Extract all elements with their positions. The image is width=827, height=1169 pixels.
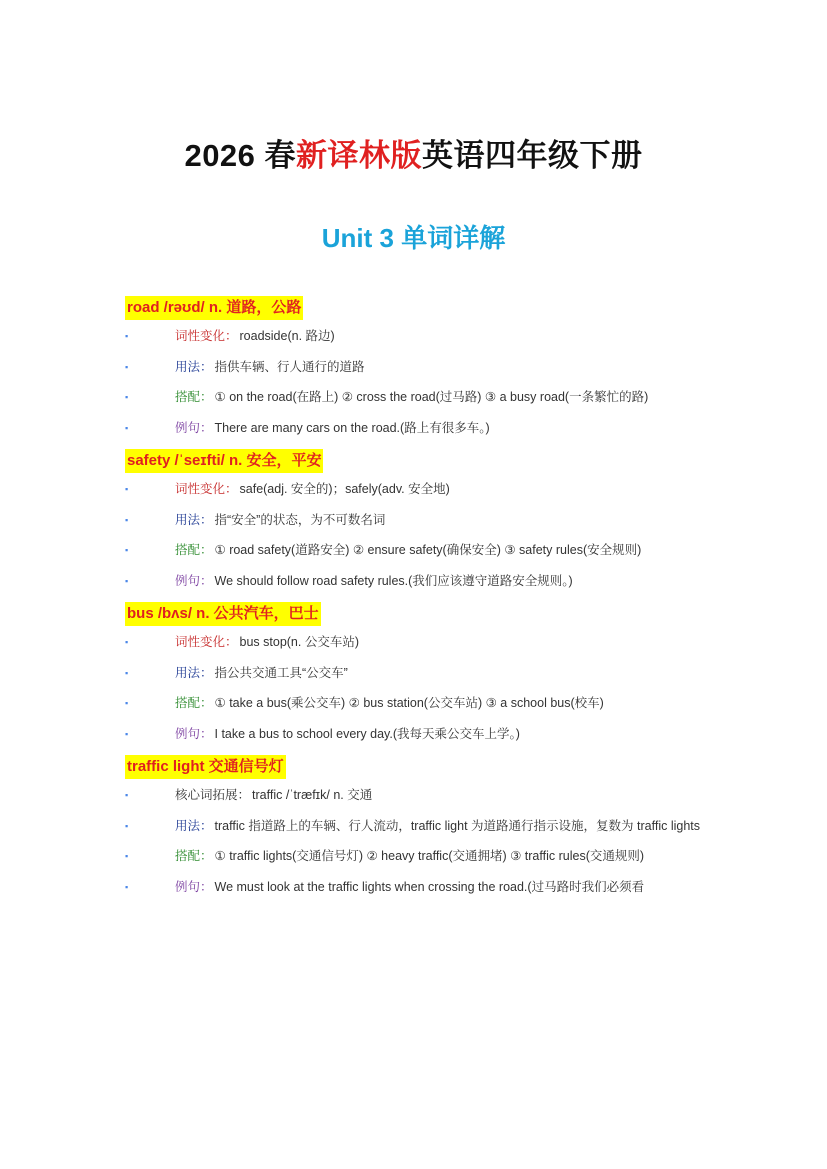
list-item — [125, 784, 705, 807]
item-label: 例句： — [175, 726, 213, 741]
item-text: ① traffic lights(交通信号灯) ② heavy traffic(交通拥堵) ③ traffic rules(交通规则) — [214, 849, 645, 863]
item-label: 搭配： — [175, 543, 213, 557]
item-label: 用法： — [175, 512, 213, 527]
bullet-icon: ▪ — [125, 881, 129, 892]
list-item — [125, 325, 705, 348]
word-headword: safety /ˈseɪfti/ n. 安全，平安 — [125, 449, 323, 473]
item-text: I take a bus to school every day.(我每天乘公交车上学。) — [214, 726, 520, 741]
item-text: 指“安全”的状态，为不可数名词 — [214, 512, 386, 527]
word-headword: traffic light 交通信号灯 — [125, 755, 286, 779]
list-item — [125, 356, 705, 379]
item-text: traffic /ˈtræfɪk/ n. 交通 — [252, 788, 373, 802]
item-label: 例句： — [175, 420, 213, 435]
item-label: 词性变化： — [175, 482, 238, 496]
list-item — [125, 509, 705, 532]
item-text: 指公共交通工具“公交车” — [214, 665, 348, 680]
list-item — [125, 845, 705, 868]
list-item — [125, 723, 705, 746]
item-text: ① take a bus(乘公交车) ② bus station(公交车站) ③ a school bus(校车) — [214, 696, 604, 710]
unit-subtitle: Unit 3 单词详解 — [321, 223, 506, 253]
bullet-icon: ▪ — [125, 422, 129, 433]
bullet-icon: ▪ — [125, 698, 129, 708]
bullet-icon: ▪ — [125, 637, 129, 647]
list-item — [125, 386, 705, 409]
list-item — [125, 417, 705, 440]
list-item — [125, 692, 705, 715]
word-headword: bus /bʌs/ n. 公共汽车，巴士 — [125, 602, 321, 626]
item-text: ① on the road(在路上) ② cross the road(过马路) ③ a busy road(一条繁忙的路) — [214, 390, 649, 404]
bullet-icon: ▪ — [125, 728, 129, 739]
item-text: traffic 指道路上的车辆、行人流动，traffic light 为道路通行指示设施，复数为 traffic lights — [214, 818, 700, 833]
bullet-icon: ▪ — [125, 514, 129, 525]
bullet-icon: ▪ — [125, 820, 129, 831]
item-text: There are many cars on the road.(路上有很多车。) — [214, 420, 490, 435]
item-label: 用法： — [175, 665, 213, 680]
bullet-icon: ▪ — [125, 331, 129, 341]
item-label: 例句： — [175, 879, 213, 894]
list-item — [125, 539, 705, 562]
bullet-icon: ▪ — [125, 667, 129, 678]
bullet-icon: ▪ — [125, 484, 129, 494]
item-label: 搭配： — [175, 696, 213, 710]
item-text: roadside(n. 路边) — [239, 329, 335, 343]
list-item — [125, 570, 705, 593]
page-title — [0, 130, 827, 175]
item-text: safe(adj. 安全的)；safely(adv. 安全地) — [239, 482, 450, 496]
list-item — [125, 662, 705, 685]
title-part-2: 新译林版 — [296, 138, 423, 173]
item-text: We must look at the traffic lights when crossing the road.(过马路时我们必须看 — [214, 879, 645, 894]
bullet-icon: ▪ — [125, 545, 129, 555]
item-label: 搭配： — [175, 390, 213, 404]
item-text: ① road safety(道路安全) ② ensure safety(确保安全) ③ safety rules(安全规则) — [214, 543, 642, 557]
item-text: We should follow road safety rules.(我们应该遵守道路安全规则。) — [214, 573, 573, 588]
bullet-icon: ▪ — [125, 575, 129, 586]
item-label: 词性变化： — [175, 329, 238, 343]
word-entry-safety — [125, 449, 705, 592]
item-label: 例句： — [175, 573, 213, 588]
item-label: 用法： — [175, 818, 213, 833]
title-part-3: 英语四年级下册 — [422, 138, 643, 173]
item-label: 搭配： — [175, 849, 213, 863]
word-entry-bus — [125, 602, 705, 745]
item-text: 指供车辆、行人通行的道路 — [214, 359, 365, 374]
item-label: 用法： — [175, 359, 213, 374]
list-item — [125, 478, 705, 501]
word-entry-road — [125, 296, 705, 439]
title-part-1: 2026 春 — [184, 138, 297, 173]
word-headword: road /rəʊd/ n. 道路，公路 — [125, 296, 303, 320]
bullet-icon: ▪ — [125, 851, 129, 861]
word-list — [125, 296, 705, 908]
bullet-icon: ▪ — [125, 361, 129, 372]
list-item — [125, 815, 705, 838]
item-text: bus stop(n. 公交车站) — [239, 635, 359, 649]
list-item — [125, 876, 705, 899]
list-item — [125, 631, 705, 654]
bullet-icon: ▪ — [125, 392, 129, 402]
item-label: 核心词拓展： — [175, 788, 251, 802]
item-label: 词性变化： — [175, 635, 238, 649]
bullet-icon: ▪ — [125, 790, 129, 800]
word-entry-traffic-light — [125, 755, 705, 898]
